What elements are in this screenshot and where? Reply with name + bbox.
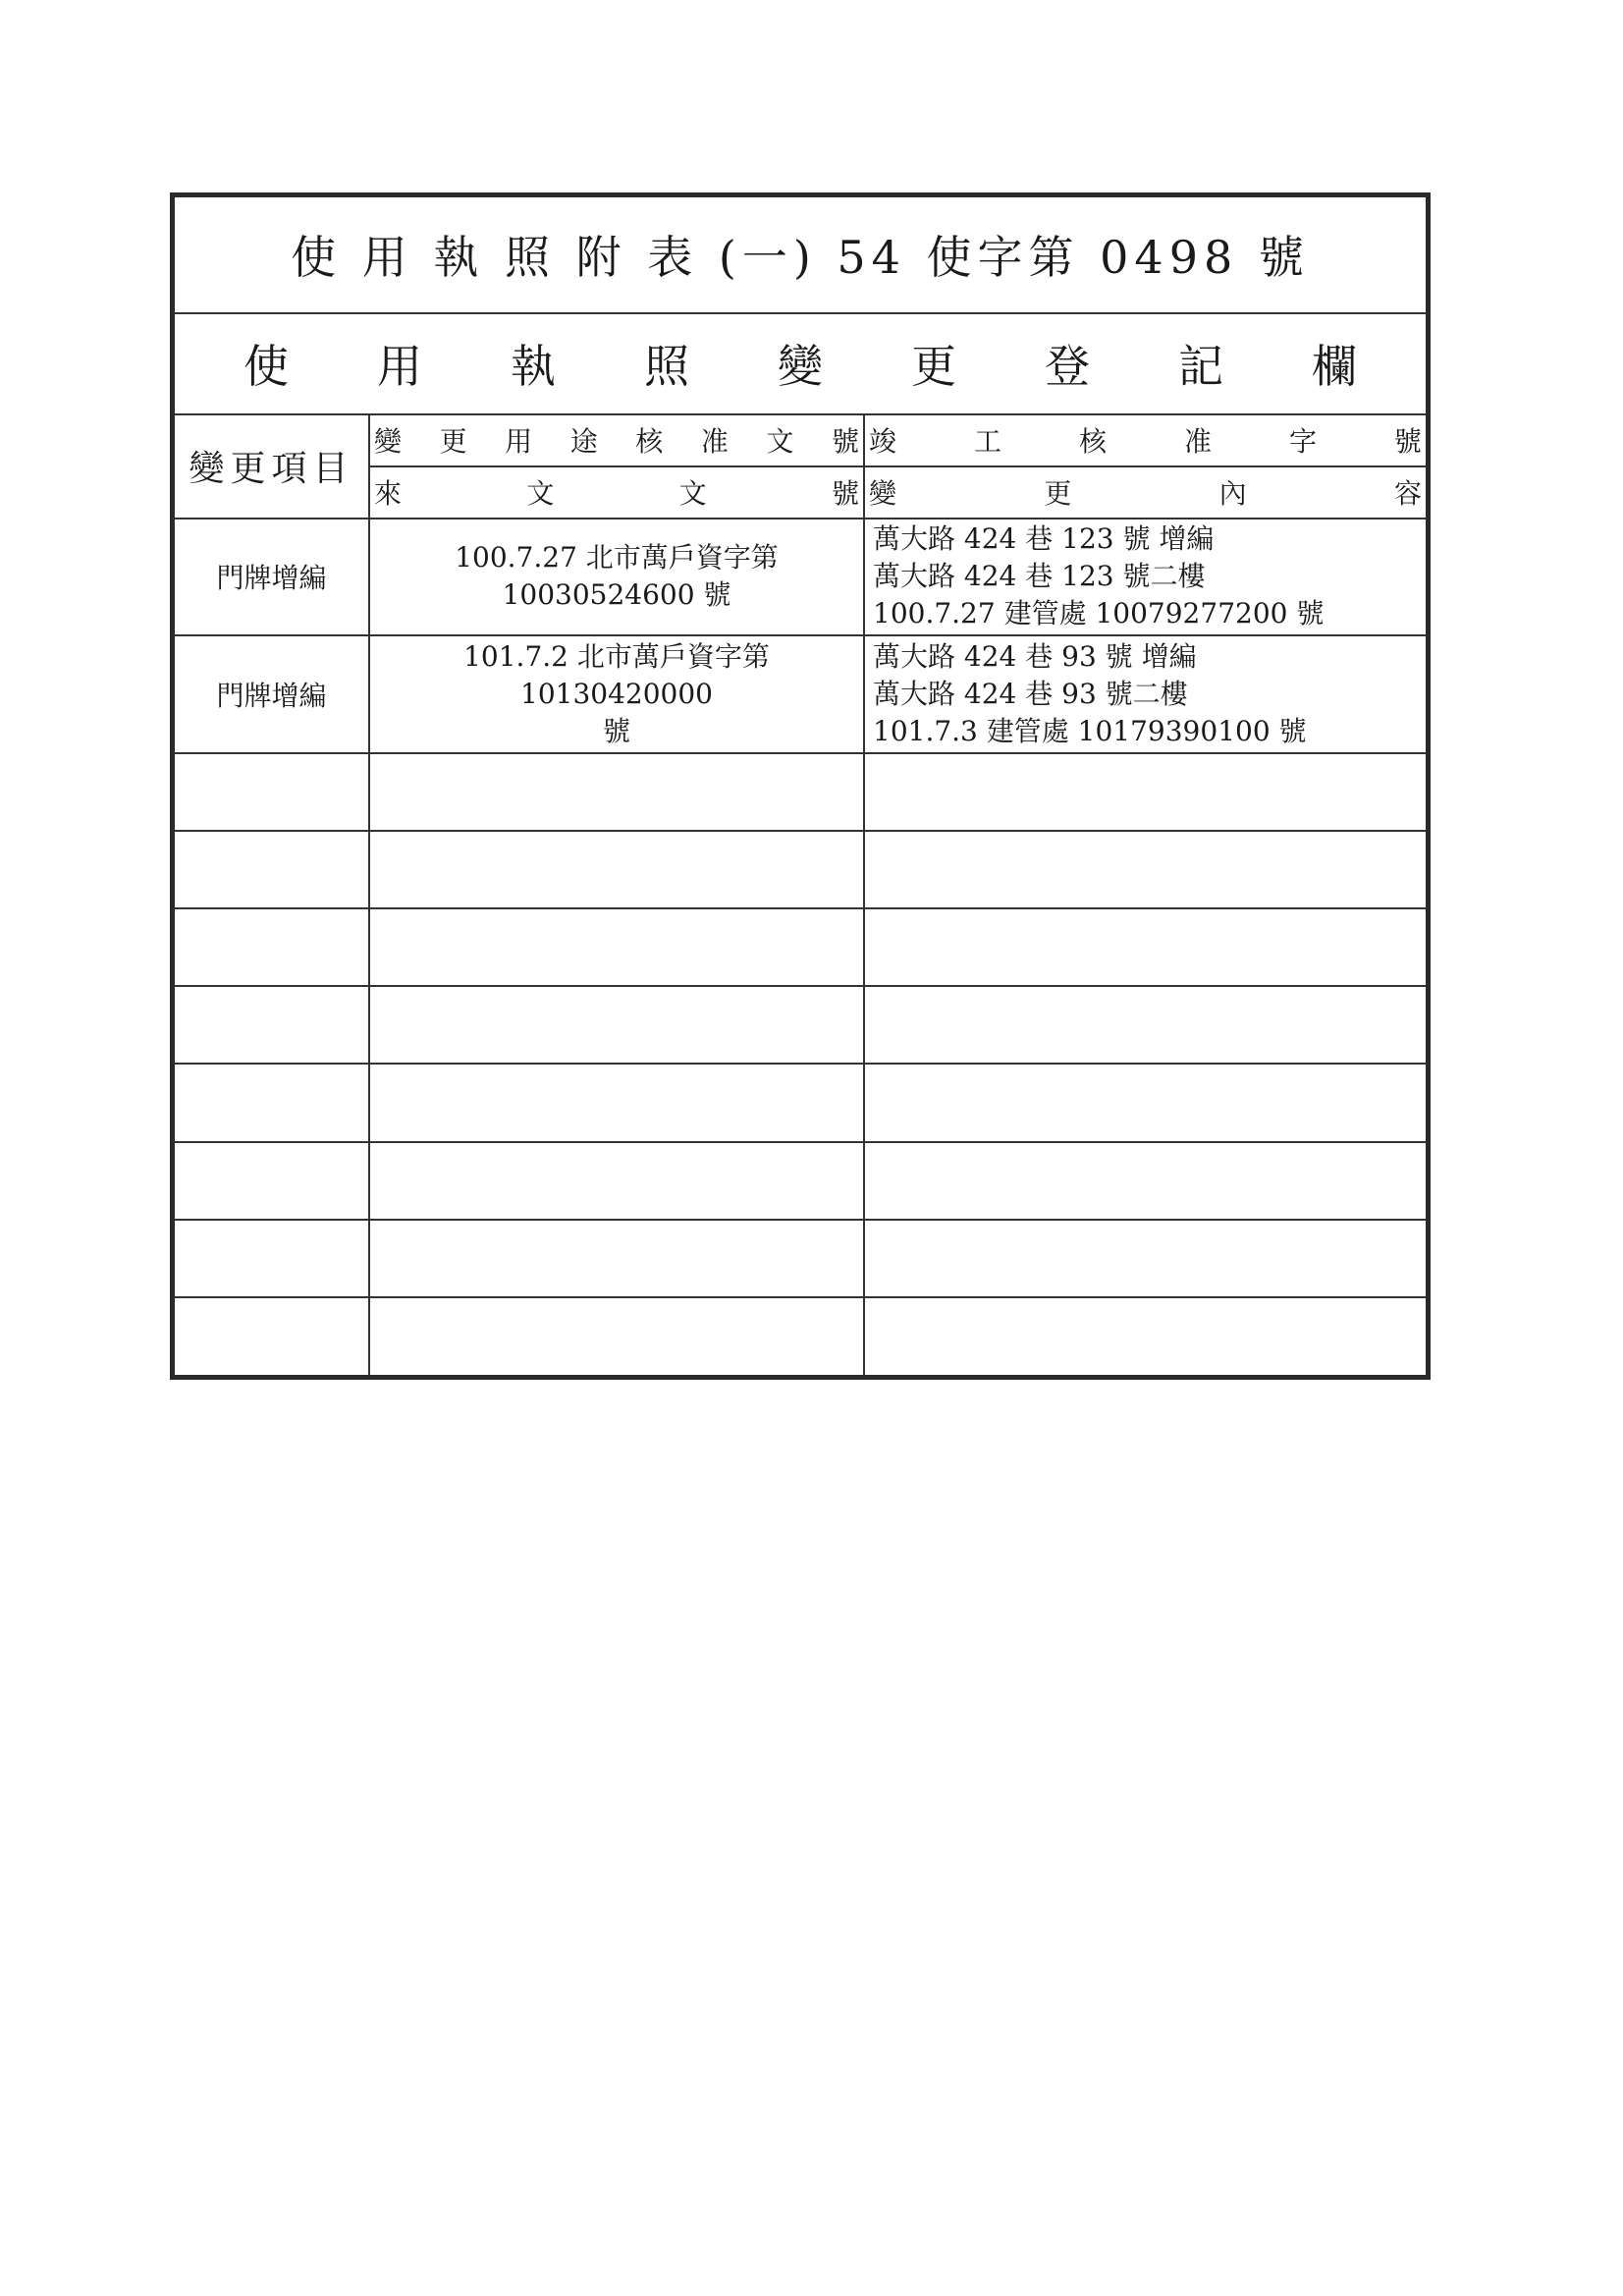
empty-cell [864, 753, 1426, 831]
change-item-cell: 門牌增編 [175, 519, 369, 636]
empty-cell [369, 1064, 864, 1141]
empty-cell [369, 1297, 864, 1375]
change-content-cell: 萬大路 424 巷 123 號 增編 萬大路 424 巷 123 號二樓 100.7.27 建管處 10079277200 號 [864, 519, 1426, 636]
form-table [175, 197, 1426, 1375]
empty-row [175, 1142, 1426, 1220]
empty-row [175, 908, 1426, 986]
empty-cell [369, 986, 864, 1064]
empty-row [175, 831, 1426, 908]
empty-row [175, 986, 1426, 1064]
table-row [175, 519, 1426, 636]
empty-cell [175, 1142, 369, 1220]
empty-cell [864, 1064, 1426, 1141]
empty-cell [369, 908, 864, 986]
doc-number-cell: 100.7.27 北市萬戶資字第 10030524600 號 [369, 519, 864, 636]
empty-cell [864, 1297, 1426, 1375]
empty-cell [369, 753, 864, 831]
empty-row [175, 1297, 1426, 1375]
header-change-content: 變 更 內 容 [864, 466, 1426, 519]
header-completion-approval: 竣 工 核 准 字 號 [864, 414, 1426, 466]
empty-cell [864, 1220, 1426, 1297]
empty-row [175, 753, 1426, 831]
section-title: 使 用 執 照 變 更 登 記 欄 [175, 313, 1426, 414]
empty-cell [369, 831, 864, 908]
title-suffix: (一) 54 使字第 0498 號 [718, 231, 1310, 285]
empty-cell [369, 1220, 864, 1297]
doc-number-cell: 101.7.2 北市萬戶資字第 10130420000 號 [369, 635, 864, 753]
empty-cell [864, 908, 1426, 986]
empty-cell [175, 1297, 369, 1375]
title-prefix: 使 用 執 照 附 表 [291, 231, 699, 285]
empty-cell [864, 986, 1426, 1064]
empty-cell [864, 1142, 1426, 1220]
document-title [175, 197, 1426, 313]
table-row [175, 635, 1426, 753]
empty-cell [175, 908, 369, 986]
header-change-item: 變更項目 [175, 414, 369, 518]
empty-row [175, 1220, 1426, 1297]
change-item-cell: 門牌增編 [175, 635, 369, 753]
empty-cell [369, 1142, 864, 1220]
header-incoming-doc: 來 文 文 號 [369, 466, 864, 519]
registration-form [170, 192, 1431, 1380]
header-approval-doc: 變 更 用 途 核 准 文 號 [369, 414, 864, 466]
empty-cell [175, 831, 369, 908]
empty-cell [864, 831, 1426, 908]
empty-cell [175, 1064, 369, 1141]
empty-cell [175, 986, 369, 1064]
empty-cell [175, 1220, 369, 1297]
empty-row [175, 1064, 1426, 1141]
change-content-cell: 萬大路 424 巷 93 號 增編 萬大路 424 巷 93 號二樓 101.7.3 建管處 10179390100 號 [864, 635, 1426, 753]
empty-cell [175, 753, 369, 831]
